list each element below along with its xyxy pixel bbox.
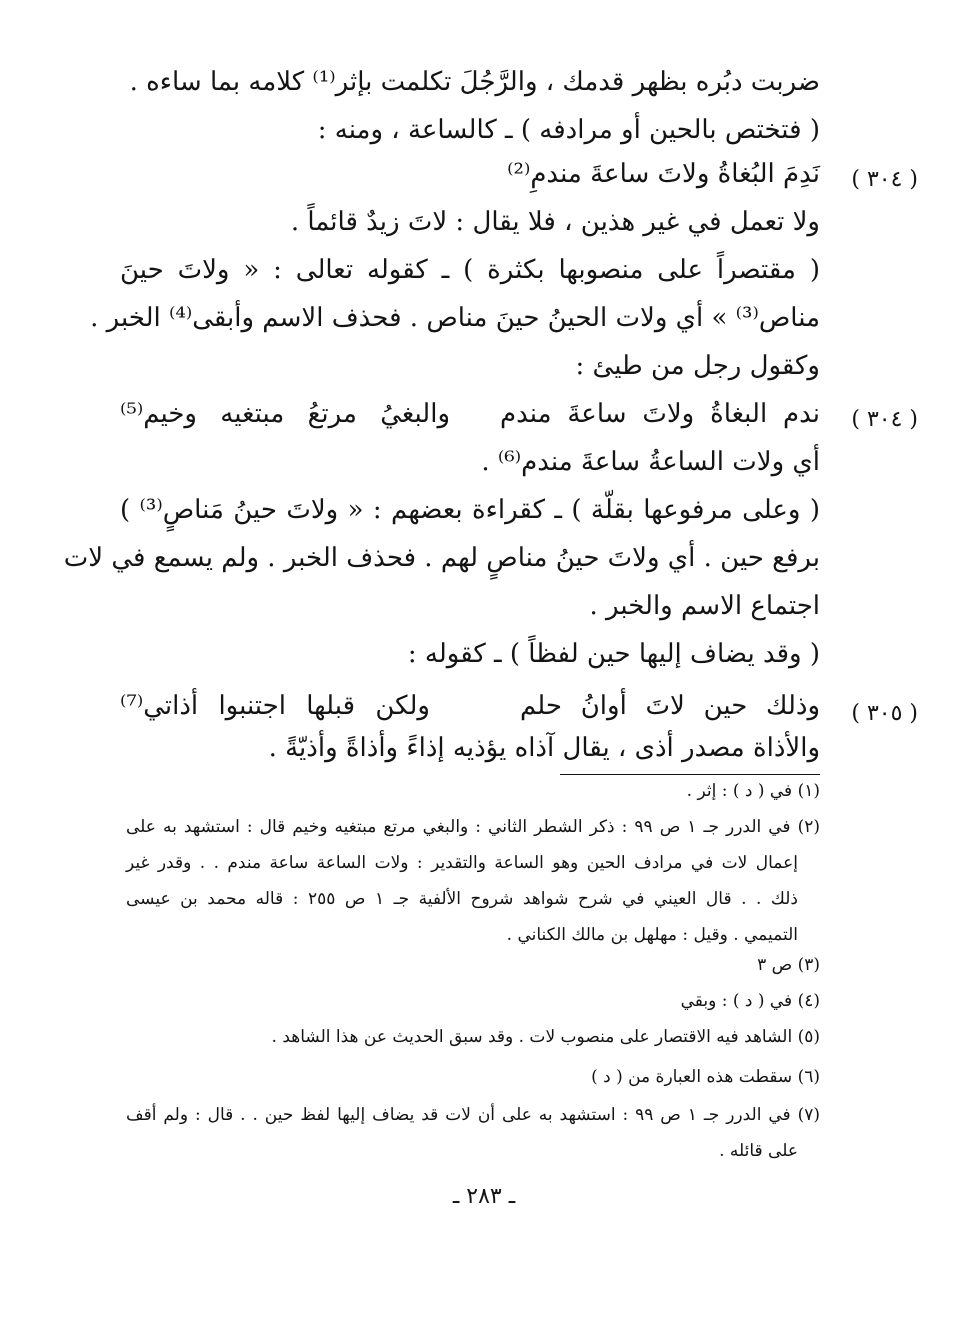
page-number: ـ ٢٨٣ ـ <box>452 1184 516 1209</box>
footnote-separator <box>560 774 820 775</box>
verse-second-hemistich: ولكن قبلها اجتنبوا أذاتي⁽⁷⁾ <box>120 691 430 721</box>
text-line-1: ضربت دبُره بظهر قدمك ، والرَّجُلَ تكلمت بإثر⁽¹⁾ كلامه بما ساءه . <box>129 67 820 97</box>
footnote-2-line-1: (٢) في الدرر جـ ١ ص ٩٩ : ذكر الشطر الثاني : والبغي مرتع مبتغيه وخيم قال : استشهد به على <box>126 817 820 837</box>
text-line-9: أي ولات الساعةُ ساعةَ مندم⁽⁶⁾ . <box>481 447 820 477</box>
footnote-4: (٤) في ( د ) : وبقي <box>680 991 820 1011</box>
verse-first-hemistich: ندم البغاةُ ولاتَ ساعةَ مندم <box>500 399 820 429</box>
footnote-5: (٥) الشاهد فيه الاقتصار على منصوب لات . وقد سبق الحديث عن هذا الشاهد . <box>271 1027 820 1047</box>
verse-couplet <box>120 398 820 434</box>
verse-couplet <box>120 690 820 726</box>
footnote-6: (٦) سقطت هذه العبارة من ( د ) <box>591 1067 820 1087</box>
footnote-1: (١) في ( د ) : إثر . <box>686 781 820 801</box>
text-line-12: اجتماع الاسم والخبر . <box>589 591 820 621</box>
text-line-13: ( وقد يضاف إليها حين لفظاً ) ـ كقوله : <box>407 639 820 669</box>
verse-number: ( ٣٠٤ ) <box>851 407 918 432</box>
footnote-2-line-3: ذلك . . قال العيني في شرح شواهد شروح الألفية جـ ١ ص ٢٥٥ : قاله محمد بن عيسى <box>126 889 798 909</box>
text-line-6: مناص⁽³⁾ » أي ولات الحينُ حينَ مناص . فحذف الاسم وأبقى⁽⁴⁾ الخبر . <box>90 303 820 333</box>
text-line-15: والأذاة مصدر أذى ، يقال آذاه يؤذيه إذاءً وأذاةً وأذيّةً . <box>268 733 820 763</box>
footnote-3: (٣) ص ٣ <box>757 955 820 975</box>
verse-first-hemistich: وذلك حين لاتَ أوانُ حلم <box>520 691 820 721</box>
text-line-4: ولا تعمل في غير هذين ، فلا يقال : لاتَ زيدٌ قائماً . <box>290 207 820 237</box>
footnote-2-line-2: إعمال لات في مرادف الحين وهو الساعة والتقدير : ولات الساعة ساعة مندم . . وقدر غير <box>126 853 798 873</box>
text-line-11: برفع حين . أي ولاتَ حينُ مناصٍ لهم . فحذف الخبر . ولم يسمع في لات <box>63 543 820 573</box>
verse-number: ( ٣٠٥ ) <box>851 701 918 726</box>
verse-second-hemistich: والبغيُ مرتعُ مبتغيه وخيم⁽⁵⁾ <box>120 399 450 429</box>
footnote-7-line-2: على قائله . <box>719 1141 798 1161</box>
text-line-2: ( فتختص بالحين أو مرادفه ) ـ كالساعة ، ومنه : <box>317 115 820 145</box>
text-line-5: ( مقتصراً على منصوبها بكثرة ) ـ كقوله تعالى : « ولاتَ حينَ <box>120 255 820 285</box>
footnote-7-line-1: (٧) في الدرر جـ ١ ص ٩٩ : استشهد به على أن لات قد يضاف إليها لفظ حين . . قال : ولم أقف <box>126 1105 820 1125</box>
footnote-2-line-4: التميمي . وقيل : مهلهل بن مالك الكناني . <box>506 925 798 945</box>
text-line-7: وكقول رجل من طيئ : <box>575 351 820 381</box>
verse-number: ( ٣٠٤ ) <box>851 167 918 192</box>
text-line-10: ( وعلى مرفوعها بقلّة ) ـ كقراءة بعضهم : « ولاتَ حينُ مَناصٍ⁽³⁾ ) <box>120 495 821 525</box>
verse-line: نَدِمَ البُغاةُ ولاتَ ساعةَ مندمِ⁽²⁾ <box>507 159 820 189</box>
